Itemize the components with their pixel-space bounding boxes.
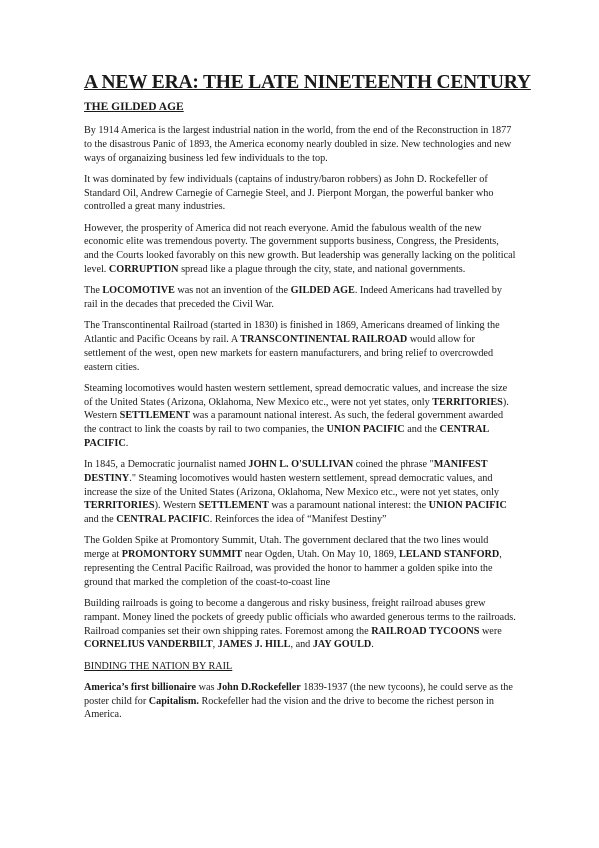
paragraph-golden-spike: The Golden Spike at Promontory Summit, Utah. The government declared that the two lines would merge at PROMONTORY SUMMIT near Ogden, Utah. On May 10, 1869, LELAND STANFORD, representing the Central Pacific Railroad, was provided the honor to hammer a golden spike into the ground that marked the completion of the coast-to-coast line xyxy=(84,535,502,588)
page-title: A NEW ERA: THE LATE NINETEENTH CENTURY xyxy=(84,72,531,93)
paragraph-railroad-tycoons: Building railroads is going to become a dangerous and risky business, freight railroad abuses grew rampant. Money lined the pockets of greedy public officials who awarded generous terms to the railroads. Railroad companies set their own shipping rates. Foremost among the RAILROAD TYCOONS were CORNELIUS VANDERBILT, JAMES J. HILL, and JAY GOULD. xyxy=(84,598,516,651)
paragraph-transcontinental: The Transcontinental Railroad (started in 1830) is finished in 1869, Americans dreamed of linking the Atlantic and Pacific Oceans by rail. A TRANSCONTINENTAL RAILROAD would allow for settlement of the west, open new markets for eastern manufacturers, and bring relief to overcrowded eastern cities. xyxy=(84,320,500,373)
paragraph-captains-of-industry: It was dominated by few individuals (captains of industry/baron robbers) as John D. Rockefeller of Standard Oil, Andrew Carnegie of Carnegie Steel, and J. Pierpont Morgan, the powerful banker who controlled a great many industries. xyxy=(84,173,494,213)
paragraph-rockefeller: America’s first billionaire was John D.Rockefeller 1839-1937 (the new tycoons), he could serve as the poster child for Capitalism. Rockefeller had the vision and the drive to become the richest person in America. xyxy=(84,681,513,721)
paragraph-locomotive: The LOCOMOTIVE was not an invention of the GILDED AGE. Indeed Americans had travelled by rail in the decades that preceded the Civil War. xyxy=(84,285,502,310)
document-body xyxy=(84,124,516,730)
paragraph-corruption: However, the prosperity of America did not reach everyone. Amid the fabulous wealth of the new economic elite was tremendous poverty. The government supports business, Congress, the Presidents, and the Courts looked favorably on this new growth. But leadership was generally lacking on the political level. CORRUPTION spread like a plague through the city, state, and national governments. xyxy=(84,222,516,275)
section-heading-binding-nation: BINDING THE NATION BY RAIL xyxy=(84,660,233,672)
paragraph-manifest-destiny: In 1845, a Democratic journalist named JOHN L. O'SULLIVAN coined the phrase "MANIFEST DESTINY." Steaming locomotives would hasten western settlement, spread democratic values, and increase the size of the United States (Arizona, Oklahoma, New Mexico etc., were not yet states, only TERRITORIES). Western SETTLEMENT was a paramount national interest: the UNION PACIFIC and the CENTRAL PACIFIC. Reinforces the idea of “Manifest Destiny” xyxy=(84,459,507,526)
paragraph-intro: By 1914 America is the largest industrial nation in the world, from the end of the Reconstruction in 1877 to the disastrous Panic of 1893, the America economy nearly doubled in size. New technologies and new ways of organaizing business led few individuals to the top. xyxy=(84,125,512,164)
section-heading-gilded-age: THE GILDED AGE xyxy=(84,101,184,113)
paragraph-settlement: Steaming locomotives would hasten western settlement, spread democratic values, and increase the size of the United States (Arizona, Oklahoma, New Mexico etc., were not yet states, only TERRITORIES). Western SETTLEMENT was a paramount national interest. As such, the federal government awarded the contract to link the coasts by rail to two companies, the UNION PACIFIC and the CENTRAL PACIFIC. xyxy=(84,382,509,449)
